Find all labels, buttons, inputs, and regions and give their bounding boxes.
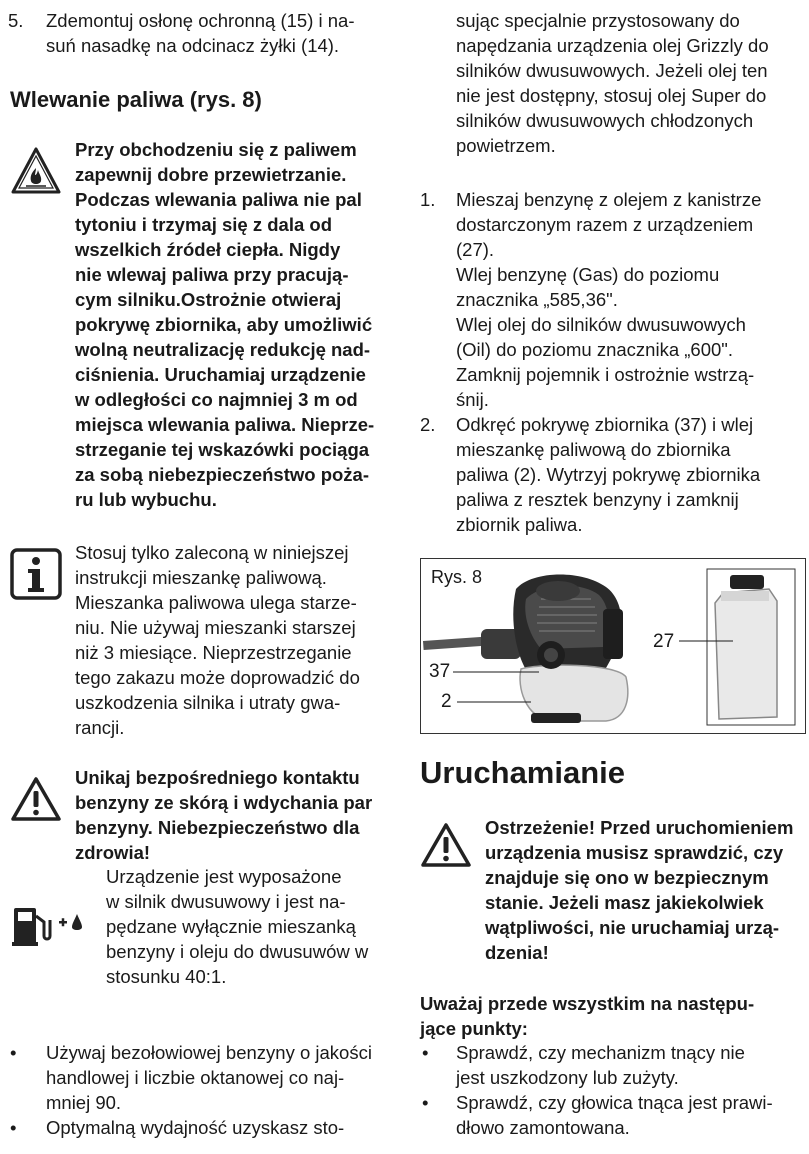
text-line: Stosuj tylko zaleconą w niniejszej — [75, 542, 349, 563]
text-line: Wlej olej do silników dwusuwowych — [456, 314, 746, 335]
bullet-mark: • — [10, 1042, 17, 1063]
text-line: mieszankę paliwową do zbiornika — [456, 439, 731, 460]
text-line: znacznika „585,36". — [456, 289, 618, 310]
step-5 — [8, 8, 398, 60]
text-line: Przy obchodzeniu się z paliwem — [75, 139, 357, 160]
text-line: zdrowia! — [75, 842, 151, 863]
text-line: urządzenia musisz sprawdzić, czy — [485, 842, 784, 863]
text-line: niż 3 miesiące. Nieprzestrzeganie — [75, 642, 352, 663]
text-line: Odkręć pokrywę zbiornika (37) i wlej — [456, 414, 754, 435]
text-line: strzeganie tej wskazówki pociąga — [75, 439, 370, 460]
fire-warning-icon — [10, 146, 62, 201]
text-line: paliwa (2). Wytrzyj pokrywę zbiornika — [456, 464, 761, 485]
text-line: wątpliwości, nie uruchamiaj urzą- — [485, 917, 780, 938]
figure-title: Rys. 8 — [431, 567, 483, 587]
info-text — [75, 540, 397, 740]
text-line: dostarczonym razem z urządzeniem — [456, 214, 754, 235]
text-line: jące punkty: — [420, 1018, 528, 1039]
fire-warning-text — [75, 137, 397, 512]
text-line: w odległości co najmniej 3 m od — [75, 389, 358, 410]
fuel-canister-illustration — [707, 569, 795, 725]
step-number: 2. — [420, 414, 436, 435]
text-line: rancji. — [75, 717, 125, 738]
text-line: Podczas wlewania paliwa nie pal — [75, 189, 362, 210]
text-line: znajduje się ono w bezpiecznym — [485, 867, 769, 888]
text-line: Uważaj przede wszystkim na następu- — [420, 993, 755, 1014]
text-line: Unikaj bezpośredniego kontaktu — [75, 767, 360, 788]
text-line: jest uszkodzony lub zużyty. — [456, 1067, 679, 1088]
text-line: stanie. Jeżeli masz jakiekolwiek — [485, 892, 764, 913]
health-warning-text — [75, 765, 397, 865]
text-line: za sobą niebezpieczeństwo poża- — [75, 464, 370, 485]
text-line: benzyny i oleju do dwusuwów w — [106, 941, 369, 962]
text-line: Urządzenie jest wyposażone — [106, 866, 342, 887]
text-line: Używaj bezołowiowej benzyny o jakości — [46, 1042, 372, 1063]
text-line: śnij. — [456, 389, 489, 410]
text-line: w silnik dwusuwowy i jest na- — [106, 891, 346, 912]
text-line: nie jest dostępny, stosuj olej Super do — [456, 85, 767, 106]
text-line: Sprawdź, czy głowica tnąca jest prawi- — [456, 1092, 773, 1113]
info-icon — [10, 548, 62, 605]
text-line: nie wlewaj paliwa przy pracują- — [75, 264, 349, 285]
text-line: Mieszaj benzynę z olejem z kanistrze — [456, 189, 762, 210]
text-line: zbiornik paliwa. — [456, 514, 583, 535]
oil-recommendation-text — [456, 8, 806, 158]
label-37: 37 — [429, 661, 451, 682]
warning-icon — [420, 822, 472, 873]
text-line: (27). — [456, 239, 495, 260]
text-line: uszkodzenia silnika i utraty gwa- — [75, 692, 341, 713]
section-title: Wlewanie paliwa (rys. 8) — [10, 87, 262, 112]
text-line: tego zakazu może doprowadzić do — [75, 667, 360, 688]
text-line: benzyny. Niebezpieczeństwo dla — [75, 817, 360, 838]
text-line: wszelkich źródeł ciepła. Nigdy — [75, 239, 341, 260]
text-line: dłowo zamontowana. — [456, 1117, 630, 1138]
text-line: ciśnienia. Uruchamiaj urządzenie — [75, 364, 366, 385]
fuel-info-text — [106, 864, 398, 989]
text-line: pokrywę zbiornika, aby umożliwić — [75, 314, 373, 335]
text-line: Zdemontuj osłonę ochronną (15) i na- — [46, 10, 355, 31]
engine-illustration — [423, 574, 628, 723]
text-line: Ostrzeżenie! Przed uruchomieniem — [485, 817, 794, 838]
chapter-heading: Uruchamianie — [420, 755, 626, 790]
warning-icon — [10, 776, 62, 827]
text-line: tytoniu i trzymaj się z dala od — [75, 214, 332, 235]
label-2: 2 — [441, 691, 452, 712]
text-line: paliwa z resztek benzyny i zamknij — [456, 489, 739, 510]
text-line: cym silniku.Ostrożnie otwieraj — [75, 289, 342, 310]
text-line: stosunku 40:1. — [106, 966, 227, 987]
text-line: zapewnij dobre przewietrzanie. — [75, 164, 347, 185]
text-line: powietrzem. — [456, 135, 556, 156]
bullet-mark: • — [422, 1092, 429, 1113]
text-line: ru lub wybuchu. — [75, 489, 217, 510]
text-line: niu. Nie używaj mieszanki starszej — [75, 617, 356, 638]
text-line: Sprawdź, czy mechanizm tnący nie — [456, 1042, 745, 1063]
attention-heading — [420, 991, 806, 1041]
text-line: silników dwusuwowych chłodzonych — [456, 110, 754, 131]
text-line: napędzania urządzenia olej Grizzly do — [456, 35, 769, 56]
start-warning-text — [485, 815, 806, 965]
text-line: benzyny ze skórą i wdychania par — [75, 792, 373, 813]
text-line: Optymalną wydajność uzyskasz sto- — [46, 1117, 345, 1138]
text-line: wolną neutralizację redukcję nad- — [75, 339, 371, 360]
text-line: sując specjalnie przystosowany do — [456, 10, 740, 31]
bullet-mark: • — [422, 1042, 429, 1063]
text-line: miejsca wlewania paliwa. Nieprze- — [75, 414, 375, 435]
text-line: Mieszanka paliwowa ulega starze- — [75, 592, 357, 613]
label-27: 27 — [653, 631, 675, 652]
text-line: silników dwusuwowych. Jeżeli olej ten — [456, 60, 768, 81]
step-number: 1. — [420, 189, 436, 210]
figure-8 — [420, 558, 806, 734]
text-line: pędzane wyłącznie mieszanką — [106, 916, 356, 937]
step-number: 5. — [8, 10, 24, 31]
text-line: Zamknij pojemnik i ostrożnie wstrzą- — [456, 364, 755, 385]
text-line: (Oil) do poziomu znacznika „600". — [456, 339, 733, 360]
text-line: Wlej benzynę (Gas) do poziomu — [456, 264, 720, 285]
bullet-mark: • — [10, 1117, 17, 1138]
text-line: mniej 90. — [46, 1092, 122, 1113]
text-line: suń nasadkę na odcinacz żyłki (14). — [46, 35, 340, 56]
text-line: dzenia! — [485, 942, 549, 963]
fuel-pump-oil-icon — [12, 904, 84, 953]
text-line: instrukcji mieszankę paliwową. — [75, 567, 327, 588]
text-line: handlowej i liczbie oktanowej co naj- — [46, 1067, 345, 1088]
